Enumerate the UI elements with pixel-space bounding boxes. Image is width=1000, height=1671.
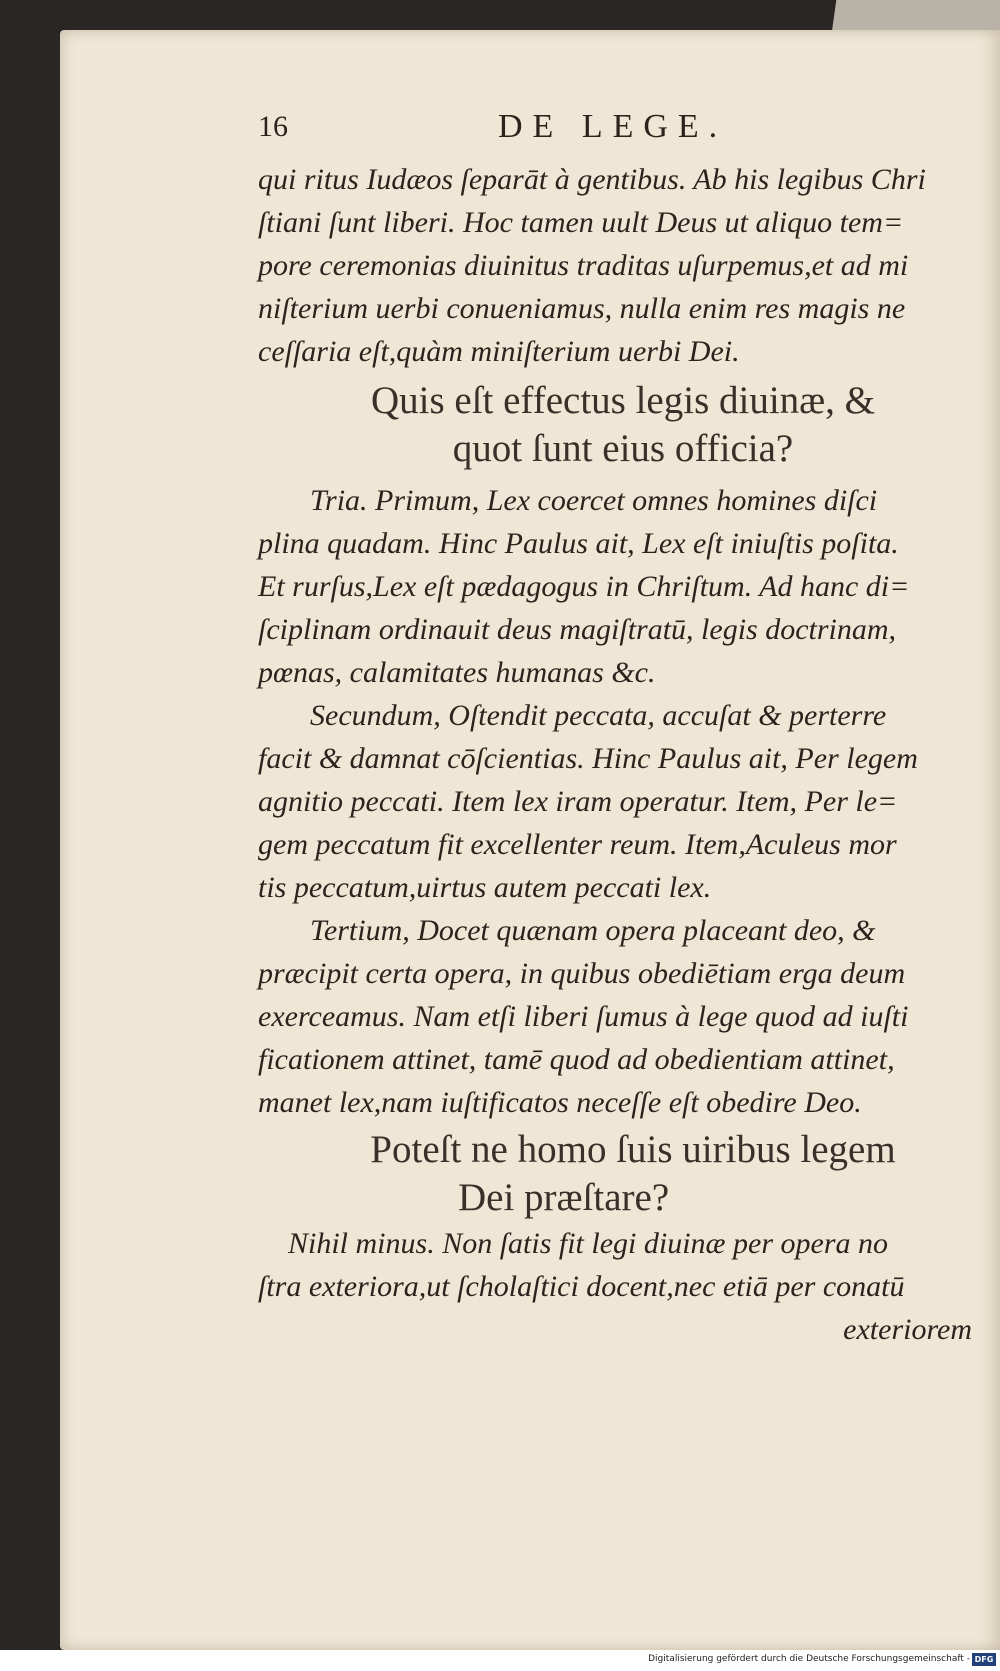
section-heading-2 (258, 1126, 988, 1222)
footer-bar (0, 1650, 1000, 1671)
text-line: niſterium uerbi conueniamus, nulla enim res magis ne (258, 292, 906, 325)
text-line: ſtra exteriora,ut ſcholaſtici docent,nec etiā per conatū (258, 1270, 905, 1303)
text-line: agnitio peccati. Item lex iram operatur. Item, Per le= (258, 785, 898, 818)
text-line: pœnas, calamitates humanas &c. (258, 656, 656, 689)
text-line: tis peccatum,uirtus autem peccati lex. (258, 871, 712, 904)
text-line: præcipit certa opera, in quibus obediētiam erga deum (258, 957, 906, 990)
heading-line: Poteſt ne homo ſuis uiribus legem (370, 1128, 896, 1171)
text-line: pore ceremonias diuinitus traditas uſurpemus,et ad mi (258, 249, 909, 282)
text-line: gem peccatum fit excellenter reum. Item,Aculeus mor (258, 828, 897, 861)
paragraph-2 (258, 479, 988, 694)
text-line: ſtiani ſunt liberi. Hoc tamen uult Deus ut aliquo tem= (258, 206, 904, 239)
paragraph-1 (258, 158, 988, 373)
text-line: ſciplinam ordinauit deus magiſtratū, legis doctrinam, (258, 613, 897, 646)
running-head: DE LEGE. (498, 108, 728, 145)
text-line: qui ritus Iudæos ſeparāt à gentibus. Ab his legibus Chri (258, 163, 926, 196)
page-header (258, 100, 988, 158)
text-line: Nihil minus. Non ſatis fit legi diuinæ per opera no (288, 1227, 889, 1260)
text-line: Et rurſus,Lex eſt pædagogus in Chriſtum. Ad hanc di= (258, 570, 910, 603)
text-line: manet lex,nam iuſtificatos neceſſe eſt obedire Deo. (258, 1086, 862, 1119)
catchword: exteriorem (843, 1313, 972, 1346)
text-line: exerceamus. Nam etſi liberi ſumus à lege quod ad iuſti (258, 1000, 909, 1033)
text-line: Secundum, Oſtendit peccata, accuſat & perterre (310, 699, 887, 732)
paragraph-5 (258, 1222, 988, 1351)
text-line: plina quadam. Hinc Paulus ait, Lex eſt iniuſtis poſita. (258, 527, 899, 560)
page-number: 16 (258, 110, 288, 143)
paragraph-3 (258, 694, 988, 909)
text-block (258, 100, 988, 1351)
section-heading-1 (258, 377, 988, 473)
heading-line: Dei præſtare? (458, 1176, 670, 1219)
dfg-logo-icon: DFG (972, 1653, 996, 1666)
text-line: Tertium, Docet quænam opera placeant deo, & (310, 914, 876, 947)
text-line: ficationem attinet, tamē quod ad obedientiam attinet, (258, 1043, 895, 1076)
text-line: Tria. Primum, Lex coercet omnes homines diſci (310, 484, 878, 517)
funding-notice: Digitalisierung gefördert durch die Deutsche Forschungsgemeinschaft - (648, 1654, 970, 1664)
paragraph-4 (258, 909, 988, 1124)
heading-line: Quis eſt effectus legis diuinæ, & (370, 379, 876, 422)
heading-line: quot ſunt eius officia? (452, 427, 794, 470)
text-line: ceſſaria eſt,quàm miniſterium uerbi Dei. (258, 335, 740, 368)
text-line: facit & damnat cōſcientias. Hinc Paulus ait, Per legem (258, 742, 918, 775)
